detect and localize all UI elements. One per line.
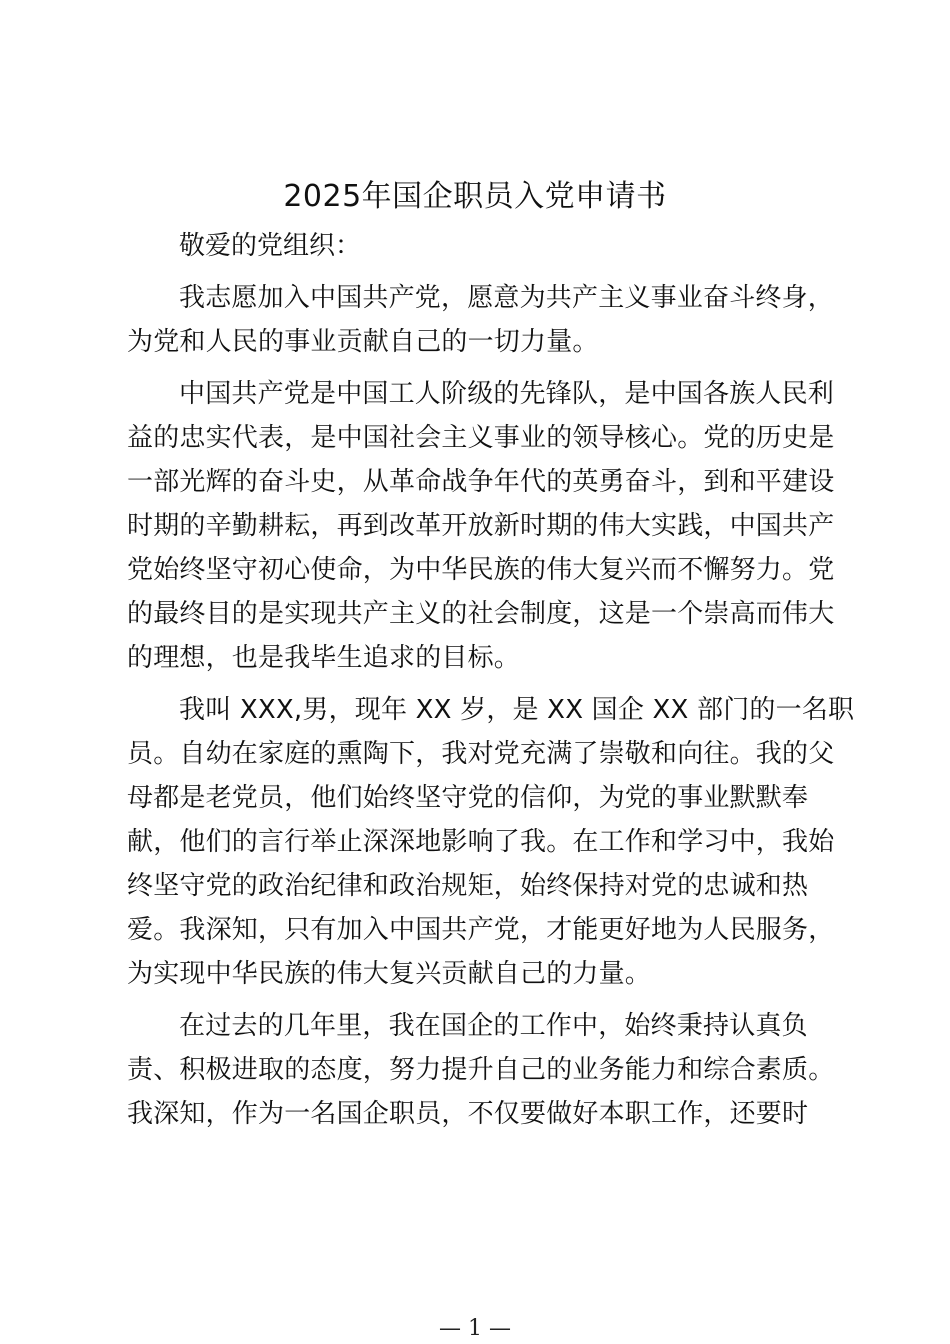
paragraph-line: 在过去的几年里，我在国企的工作中，始终秉持认真负	[179, 1011, 808, 1041]
paragraph-line: 为实现中华民族的伟大复兴贡献自己的力量。	[127, 959, 652, 989]
paragraph-line: 母都是老党员，他们始终坚守党的信仰，为党的事业默默奉	[127, 783, 809, 813]
paragraph	[127, 1004, 835, 1136]
paragraph-line: 一部光辉的奋斗史，从革命战争年代的英勇奋斗，到和平建设	[127, 467, 835, 497]
page-number: — 1 —	[439, 1316, 511, 1341]
document-title: 2025年国企职员入党申请书	[283, 179, 667, 214]
document-body	[127, 224, 855, 1136]
salutation: 敬爱的党组织：	[179, 231, 362, 261]
paragraph-line: 益的忠实代表，是中国社会主义事业的领导核心。党的历史是	[127, 423, 835, 453]
paragraph	[127, 276, 835, 364]
paragraph-line: 爱。我深知，只有加入中国共产党，才能更好地为人民服务，	[127, 915, 835, 945]
paragraph	[127, 688, 855, 996]
paragraph-line: 的理想，也是我毕生追求的目标。	[127, 643, 521, 673]
paragraph-line: 责、积极进取的态度，努力提升自己的业务能力和综合素质。	[127, 1055, 835, 1085]
paragraph-line: 员。自幼在家庭的熏陶下，我对党充满了崇敬和向往。我的父	[127, 739, 835, 769]
paragraph	[127, 372, 835, 680]
paragraph-line: 为党和人民的事业贡献自己的一切力量。	[127, 327, 599, 357]
paragraph-line: 时期的辛勤耕耘，再到改革开放新时期的伟大实践，中国共产	[127, 511, 835, 541]
paragraph-line: 献，他们的言行举止深深地影响了我。在工作和学习中，我始	[127, 827, 835, 857]
paragraph-line: 的最终目的是实现共产主义的社会制度，这是一个崇高而伟大	[127, 599, 835, 629]
paragraph-line: 中国共产党是中国工人阶级的先锋队，是中国各族人民利	[179, 379, 835, 409]
paragraph-line: 我叫 XXX,男，现年 XX 岁，是 XX 国企 XX 部门的一名职	[179, 695, 855, 725]
paragraph-line: 终坚守党的政治纪律和政治规矩，始终保持对党的忠诚和热	[127, 871, 809, 901]
paragraph-line: 我深知，作为一名国企职员，不仅要做好本职工作，还要时	[127, 1099, 809, 1129]
paragraph-list	[127, 276, 855, 1136]
paragraph-line: 党始终坚守初心使命，为中华民族的伟大复兴而不懈努力。党	[127, 555, 835, 585]
paragraph-line: 我志愿加入中国共产党，愿意为共产主义事业奋斗终身，	[179, 283, 835, 313]
